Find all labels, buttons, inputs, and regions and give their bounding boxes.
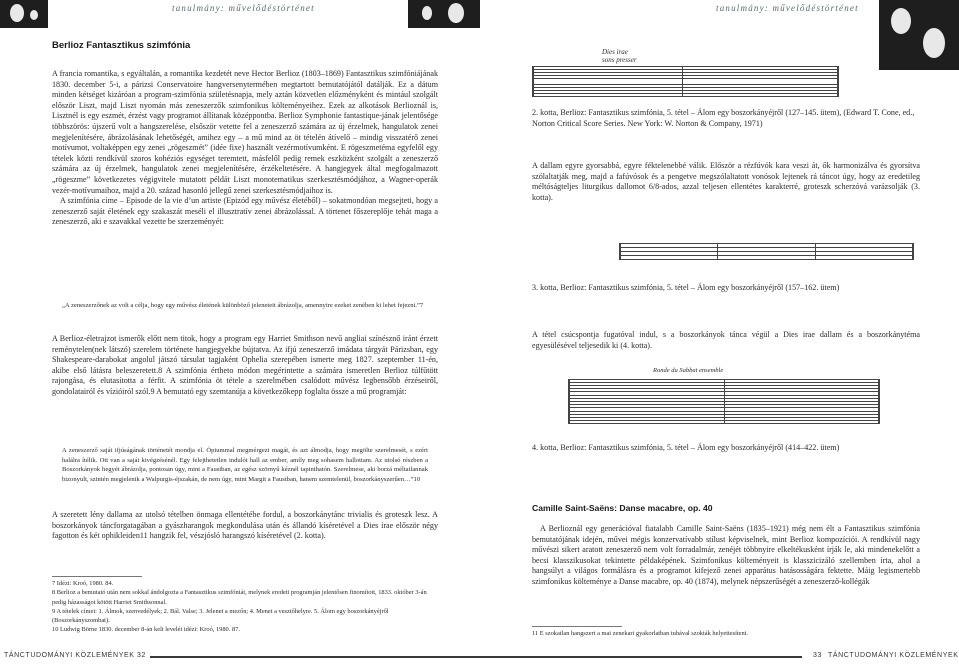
right-page	[480, 0, 959, 665]
page-title: Berlioz Fantasztikus szimfónia	[52, 40, 191, 51]
caption-score-2: 2. kotta, Berlioz: Fantasztikus szimfónia, 5. tétel – Álom egy boszorkányéjről (127–145. ütem), (Edward T. Cone, ed., Norton Critical Score Series. New York: W. Norton & Company, 1971)	[532, 108, 915, 128]
header-tag: tanulmány: művelődéstörténet	[172, 3, 315, 13]
body-text-2	[52, 334, 438, 398]
header-photo-right	[408, 0, 480, 28]
footnote: 7 Idézi: Kroó, 1980. 84.	[52, 580, 114, 587]
quote-1: „A zeneszerzőnek az volt a célja, hogy egy művész életének különböző jeleneteit ábrázolja, amennyire ezeket zenében ki lehet fejezni.”7	[62, 302, 424, 309]
body-text-3	[52, 510, 438, 542]
body-text-2	[532, 330, 920, 351]
footer-label: TÁNCTUDOMÁNYI KÖZLEMÉNYEK	[4, 652, 135, 659]
score-label: Ronde du Sabbat ensemble	[653, 367, 724, 374]
page-number: 32	[137, 652, 146, 659]
paragraph: A Berlioz-életrajzot ismerők előtt nem titok, hogy a program egy Harriet Smithson nevű angliai színésznő iránt érzett reménytelen(nek látszó) szerelem története hangjegyekbe bújtatva. Az ifjú zeneszerző imádata tárgyát Párizsban, egy Shakespeare-darabokat angolul játszó társulat tagjaként Ophelia szerepében ismerte meg 1827. szeptember 11-én, akibe első látásra beleszeretett.8 A szimfónia értheto módon megérintette a számára ismeretlen Berlioz túlfűtött rajongása, és elutasította a férfit. A szimfónia öt tétele a szerelmében csalódott művész legbensőbb érzéseiről, gondolatairól és vízióiról szól.9 A bemutató egy szemtanúja a következőkepp foglalta össze a mű programját:	[52, 334, 438, 396]
music-score-3	[619, 238, 914, 270]
paragraph: A francia romantika, s egyáltalán, a romantika kezdetét neve Hector Berlioz (1803–1869) Fantasztikus szimfóniájának 1830. december 5-i, a párizsi Conservatoire hangversenytermében megtartott bemutatójától datálják. Ez a dátum minden kétséget kizáróan a program-szimfónia születésnapja, mely aztán közvetlen előzményként és mintául szolgált először Liszt, majd Liszt nyomán más zeneszerzők szimfonikus költeményeihez. Ezek az alkotások Berlioznál is, Lisztnél is egy eszmét, érzést vagy programot állítanak középpontba. Berlioz Symphonie fantastique-jának jelentősége többszörös: újszerű volt a hangszerelése, elsőször vetette fel a zeneszerző számára az új érzelmek, hangulatok zenei megjelenítésére, ábrázolásának lehetőségét, amihez egy – a mű mind az öt tételén átívelő – mindig visszatérő zenei motívumot, voltaképpen egy zenei „rögeszmét” (idée fixe) használt vezérmotívumként. E rögeszmetéma egyfelől egy tételek közti rendkívül szoros kohéziós egységet teremtett, másfelől pedig remek eszközként szolgált a zeneszerző számára az új érzelmek, hangulatok zenei megjelenítésére, érzékeltetésére. A hangjegyek által megfogalmazott „rögeszme” következetes végigvitele mutatott példát Liszt monotematikus szerkesztésmódjához, a Wagner-operák vezér-motívumaihoz, majd a 20. század hasonló jellegű zenei szerkesztésmódjaihoz is.	[52, 69, 438, 195]
music-score-4	[568, 365, 880, 427]
footnote: 10 Ludwig Börne 1830. december 8-án kelt levelét idézi: Kroó, 1980. 87.	[52, 626, 240, 634]
paragraph: A szeretett lény dallama az utolsó tételben önmaga ellentétébe fordul, a boszorkánytánc trivialis és groteszk lesz. A boszorkányok táncforgatagában a gyászharangok megkondulása után és állandó kíséretével a Dies irae először négy fagotton és két ophikleiden11 hangzik fel, vészjósló harangszó kíséretével (2. kotta).	[52, 510, 438, 541]
footnotes	[52, 579, 438, 635]
header-tag: tanulmány: művelődéstörténet	[716, 3, 859, 13]
quote-2: A zeneszerző saját ifjúságának történetét mondja el. Ópiummal megmérgezi magát, és azt álmodja, hogy megölte szerelmesét, s ezért halálra ítélik. Ott van a saját kivégzésénél. Egy felejthetetlen indulót hall az ember, amíly meg sohasem hallottam. Az utolsó részben a Boszorkányok hegyét ábrázolja, pontosan úgy, mint a Faustban, az egész szörnyű kéznél tapinthatón. Szerelmese, aki borzá méltatlannak bizonyult, szintén megjelenik a Walpurgis-éjszakán, de nem úgy, mint Margit a Faustban, hanem szemtelenül, boszorkányszerűen…”10	[62, 447, 428, 483]
header-photo-right	[879, 0, 959, 70]
paragraph: A Berlioznál egy generációval fiatalabb Camille Saint-Saëns (1835–1921) még nem élt a Fantasztikus szimfónia bemutatójának idején, művei mégis konzervatívabb stílust képviselnek, mint Berlioz kompozíciói. A rendkívül nagy művészi sikert aratott zeneszerző nem volt forradalmár, zenéjét többnyire elkeltékusként írják le, aki mindenekelőtt a becsi klasszikusokat tekintette példaképének. Szimfonikus költeményeit is klasszicizáló szellemben írta, ahol a hangsúlyt a világos formálásra és a programot kifejező zenei apparátus hatásosságára fektette. Máig legismertebb szimfonikus költeménye a Danse macabre, op. 40 (1874), melynek népszerűségét a zeneszerző-kollégák	[532, 524, 920, 586]
footnote: 9 A tételek címei: 1. Álmok, szenvedélyek; 2. Bál. Valse; 3. Jelenet a mezőn; 4. Menet a vesztőhelyre. 5. Álom egy boszorkányéjről (Boszorkányszombat).	[52, 607, 389, 625]
footnote-divider	[52, 576, 142, 577]
caption-score-4: 4. kotta, Berlioz: Fantasztikus szimfónia, 5. tétel – Álom egy boszorkányéjről (414–422. ütem)	[532, 443, 840, 452]
score-label: sons presser	[602, 56, 637, 64]
footnote: 11 E szokatlan hangszert a mai zenekari gyakorlatban tubával szokták helyettesíteni.	[532, 630, 749, 637]
body-text-1	[52, 69, 438, 228]
body-text-3	[532, 524, 920, 588]
footer-label: TÁNCTUDOMÁNYI KÖZLEMÉNYEK	[828, 652, 959, 659]
paragraph: A dallam egyre gyorsabbá, egyre féktelenebbé válik. Először a rézfúvók kara veszi át, ők harmonizálva és gyorsítva szólaltatják meg, majd a fafúvósok és a pengetve megszólaltatott vonósok lejtenek rá táncot úgy, hogy az eredetileg méltóságteljes liturgikus dallomot 6/8-ados, azzal teljesen ellentétes karakterré, groteszk scherzóvá varázsolják (3. kotta).	[532, 161, 920, 202]
paragraph: A szimfónia címe – Episode de la vie d’un artiste (Epizód egy művész életéből) – sokatmondóan megsejteti, hogy a zeneszerző saját életének egy szakaszát meséli el illusztratív zenei ábrázolással. A törtenet főszereplője tehát maga a zeneszerző, aki e szavakkal vezette be szerzeményét:	[52, 196, 438, 227]
page-number: 33	[813, 652, 822, 659]
footnote-divider	[532, 626, 622, 627]
footnote: 8 Berlioz a bemutató után nem sokkal ándolgozta a Fantasztikus szimfóniát, melynek eredeti programján jelentősen finomított, 1833. október 3-án pedig házasságot kötött Harriet Smithsonnal.	[52, 589, 427, 606]
caption-score-3: 3. kotta, Berlioz: Fantasztikus szimfónia, 5. tétel – Álom egy boszorkányéjről (157–162. ütem)	[532, 283, 840, 292]
body-text-1	[532, 161, 920, 203]
paragraph: A tétel csúcspontja fugatóval indul, s a boszorkányok tánca végül a Dies irae dallam és a boszorkánytéma egyesülésével teljesedik ki (4. kotta).	[532, 330, 920, 350]
section-subtitle: Camille Saint-Saëns: Danse macabre, op. 40	[532, 503, 713, 513]
score-label: Dies irae	[602, 48, 628, 56]
footer-bar	[150, 656, 480, 658]
header-photo-left	[0, 0, 48, 28]
footer-bar	[480, 656, 802, 658]
music-score-2	[532, 46, 839, 98]
